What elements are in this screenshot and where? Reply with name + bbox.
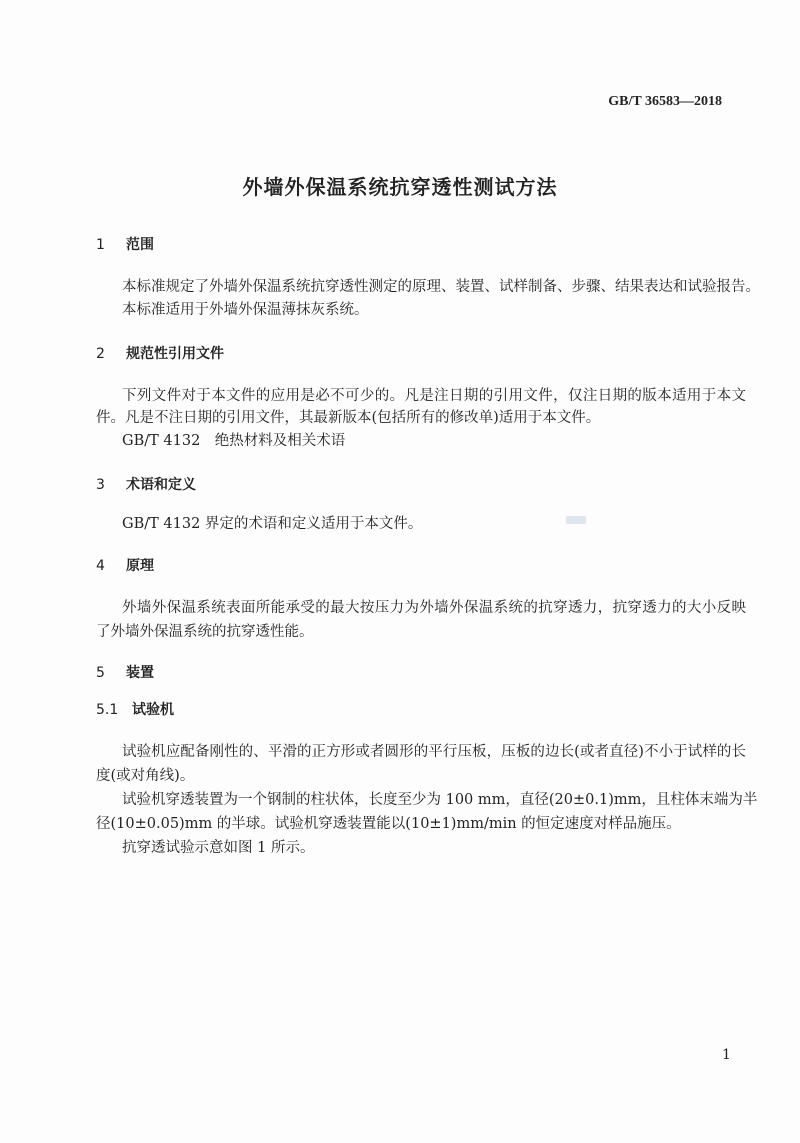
section-title: 规范性引用文件 <box>126 346 224 362</box>
standard-number: GB/T 36583—2018 <box>608 94 722 109</box>
section-number: 2 <box>96 346 105 362</box>
section-1-heading <box>96 234 154 254</box>
paragraph-line: 试验机穿透装置为一个钢制的柱状体，长度至少为 100 mm，直径(20±0.1)mm，且柱体末端为半 <box>122 792 758 808</box>
section-number: 5 <box>96 665 105 681</box>
section-number: 4 <box>96 558 105 574</box>
paragraph-line: 了外墙外保温系统的抗穿透性能。 <box>96 624 314 640</box>
section-number: 3 <box>96 477 105 493</box>
paragraph-line: 本标准规定了外墙外保温系统抗穿透性测定的原理、装置、试样制备、步骤、结果表达和试验报告。 <box>122 279 760 295</box>
section-4-heading <box>96 555 154 575</box>
section-number: 1 <box>96 237 105 253</box>
paragraph-line: 本标准适用于外墙外保温薄抹灰系统。 <box>122 302 369 318</box>
section-number: 5.1 <box>96 702 119 718</box>
section-2-heading <box>96 343 224 363</box>
paragraph-line: 径(10±0.05)mm 的半球。试验机穿透装置能以(10±1)mm/min 的恒定速度对样品施压。 <box>96 816 681 832</box>
paragraph-line: 度(或对角线)。 <box>96 768 195 784</box>
paragraph-line: 抗穿透试验示意如图 1 所示。 <box>122 840 315 856</box>
page-number: 1 <box>722 1047 731 1063</box>
section-5-1-heading <box>96 699 174 719</box>
paragraph-line: 件。凡是不注日期的引用文件，其最新版本(包括所有的修改单)适用于本文件。 <box>96 410 601 426</box>
page-title: 外墙外保温系统抗穿透性测试方法 <box>242 175 558 199</box>
paragraph-line: 试验机应配备刚性的、平滑的正方形或者圆形的平行压板，压板的边长(或者直径)不小于试样的长 <box>122 744 746 760</box>
section-title: 试验机 <box>132 702 174 718</box>
watermark-mark <box>566 516 586 524</box>
section-title: 术语和定义 <box>126 477 196 493</box>
paragraph-line: 下列文件对于本文件的应用是必不可少的。凡是注日期的引用文件，仅注日期的版本适用于本文 <box>122 388 746 404</box>
reference-item: GB/T 4132 绝热材料及相关术语 <box>122 433 346 449</box>
section-title: 原理 <box>126 558 154 574</box>
section-3-heading <box>96 474 196 494</box>
section-5-heading <box>96 662 154 682</box>
paragraph-line: GB/T 4132 界定的术语和定义适用于本文件。 <box>122 516 423 532</box>
section-title: 装置 <box>126 665 154 681</box>
section-title: 范围 <box>126 237 154 253</box>
paragraph-line: 外墙外保温系统表面所能承受的最大按压力为外墙外保温系统的抗穿透力，抗穿透力的大小反映 <box>122 600 746 616</box>
